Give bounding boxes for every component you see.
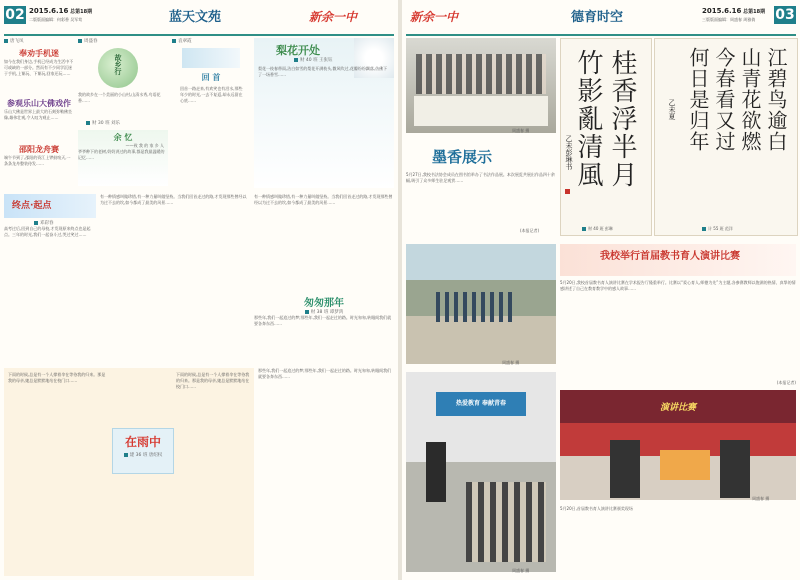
calligraphy-work-2 — [654, 38, 798, 236]
photo-speech — [406, 372, 556, 572]
poem-text: 我的故乡在一个美丽的小山村,山清水秀,鸟语花香…… — [78, 92, 161, 103]
ink-exhibit-title: 墨香展示 — [432, 148, 493, 166]
photo-calligraphy-students — [406, 38, 556, 133]
column-hometown — [78, 38, 168, 188]
poem-title: 回 首 — [201, 73, 221, 82]
feature-title: 在雨中 — [124, 435, 161, 449]
feature-text: 那些年,我们一起追过的梦;那些年,我们一起走过的路。时光匆匆,转眼间我们就要各奔东西…… — [254, 315, 392, 326]
issue-date: 2015.6.16 总第18期 — [702, 7, 766, 15]
calligraphy-line-3: 今春看又过 — [712, 47, 736, 152]
poem-byline: 财 30 班 刘乐 — [86, 120, 120, 126]
audience-silhouette — [466, 482, 546, 562]
section-title: 蓝天文苑 — [169, 10, 222, 25]
author-name: 唐飞凤 — [10, 39, 24, 44]
feature-text: 下雨的时候,总是有一个人撑着伞在等待我的归来。那是我的母亲,她总是默默地站在校门口…… — [8, 372, 106, 383]
calligraphy-line-2: 山青花欲燃 — [738, 47, 762, 152]
poem-subtitle: ——致 我 的 家 乡 人 — [125, 143, 164, 148]
photo-caption: 周盛春 摄 — [502, 360, 520, 365]
marker-icon — [172, 39, 176, 43]
newspaper-brand: 新余一中 — [309, 10, 358, 24]
banner-text: 热爱教育 奉献青春 — [455, 400, 507, 407]
page-3 — [402, 0, 800, 580]
speaker-silhouette — [426, 442, 446, 502]
essay-title-2: 参观乐山大佛戏作 — [7, 99, 71, 108]
crowd-silhouette — [436, 292, 516, 322]
poem-text-2: 爷爷种下的老树,奶奶讲过的故事,都是我最温暖的记忆…… — [78, 149, 165, 160]
poem-text: 回首一路走来,有欢笑也有泪水,那些年少的时光,一去不复返,却永远留在心底…… — [180, 86, 243, 103]
calligraphy-line-4: 何日是归年 — [686, 47, 710, 152]
marker-icon — [305, 310, 309, 314]
feature-header — [112, 428, 174, 474]
marker-icon — [78, 39, 82, 43]
feature-title: 终点·起点 — [12, 201, 52, 211]
page-2 — [0, 0, 398, 580]
ink-exhibit-note: (本报记者) — [520, 228, 540, 233]
essay-text-3: 端午节到了,邵阳的资江上锣鼓喧天,一条条龙舟整装待发…… — [4, 155, 71, 166]
newspaper-brand: 新余一中 — [410, 10, 459, 24]
marker-icon — [34, 221, 38, 225]
calligraphy-line-1: 江碧鸟逾白 — [764, 47, 788, 152]
article-text-3: 那些年,我们一起追过的梦;那些年,我们一起走过的路。时光匆匆,转眼间我们就要各奔东西…… — [258, 368, 392, 379]
calligraphy-signature: 乙未夏 — [668, 99, 676, 120]
marker-icon — [702, 227, 706, 231]
page-number: 02 — [5, 7, 25, 23]
calligraphy-line-2: 竹影亂清風 — [573, 49, 603, 189]
feature-byline: 邓彩春 — [34, 220, 96, 226]
author-name: 袁翠霞 — [178, 39, 192, 44]
event-banner — [436, 392, 526, 416]
poem-title-2: 余 忆 — [113, 133, 133, 142]
feature-byline: 财 38 班 谭梦鸿 — [254, 309, 394, 315]
poem-panel — [78, 130, 168, 186]
masthead-left — [4, 4, 394, 36]
feature-title: 匆匆那年 — [304, 298, 344, 309]
decorative-circle-icon — [98, 48, 138, 88]
marker-icon — [294, 58, 298, 62]
feature-header — [4, 194, 96, 218]
calligraphy-line-1: 桂香浮半月 — [607, 49, 637, 189]
feature-text: 高考过后,回到自己的母校,才发现原来终点也是起点。三年的时光,我们一起奋斗过,哭过笑过…… — [4, 226, 91, 237]
article-title: 我校举行首届教书育人演讲比赛 — [600, 251, 740, 262]
author-name: 周盛春 — [84, 39, 98, 44]
article-note: (本报记者) — [776, 380, 796, 385]
marker-icon — [86, 121, 90, 125]
flower-illustration — [182, 48, 240, 68]
feature-title: 梨花开处 — [276, 44, 320, 57]
essay-text-2: 乐山大佛是世界上最大的石刻弥勒佛坐像,雄伟壮观,令人叹为观止…… — [4, 109, 72, 120]
photo-caption: 周盛春 摄 — [752, 496, 770, 501]
award-banner-text: 演讲比赛 — [659, 403, 696, 413]
editor-line: 三版版面编辑：周盛春 周雅倩 — [702, 17, 756, 22]
feature-years — [254, 294, 394, 364]
poem-title: 故乡行 — [114, 54, 123, 75]
issue-date: 2015.6.16 总第18期 — [29, 7, 93, 15]
article-text: 有一种情感叫做珍惜,有一种力量叫做坚持。当我们回首走过的路,才发现那些曾经以为过不去的坎,如今都成了最美的风景…… — [100, 194, 247, 205]
marker-icon — [4, 39, 8, 43]
article-text-2: 有一种情感叫做珍惜,有一种力量叫做坚持。当我们回首走过的路,才发现那些曾经以为过不去的坎,如今都成了最美的风景…… — [254, 194, 393, 205]
photo-caption: 周盛春 摄 — [512, 568, 530, 573]
editor-line: 二版版面编辑：何彩香 吴军莺 — [29, 17, 83, 22]
photo-award — [560, 390, 796, 500]
photo-campus-event — [406, 244, 556, 364]
feature-byline: 财 40 班 王张钰 — [294, 57, 333, 63]
calligraphy-caption-2: 计 55 班 范洋 — [702, 226, 733, 232]
column-essays — [4, 38, 74, 188]
feature-byline: 建 36 班 唐绍权 — [113, 452, 173, 458]
photo-description: 5月20日,首届教书育人演讲比赛颁奖现场 — [560, 506, 633, 511]
calligraphy-sheets — [414, 96, 548, 126]
photo-caption: 周盛春 摄 — [512, 128, 530, 133]
calligraphy-signature: 乙未彭琳书 — [565, 135, 573, 170]
section-title: 德育时空 — [571, 10, 624, 25]
essay-text-1: 如今在我们身边,手机已经成为生活中不可或缺的一部分。然而有不少同学沉迷于手机,上课玩、下课玩,回家还玩…… — [4, 59, 74, 76]
essay-title-3: 邵阳龙舟赛 — [19, 145, 59, 154]
ink-exhibit-text: 5月27日,我校书法协会成员在图书馆举办了书法作品展。本次展览共展出作品四十余幅,吸引了众多师生驻足观赏…… — [406, 172, 555, 183]
feature-text: 梨花一枝春带雨,洁白如雪的梨花开满枝头,微风吹过,花瓣纷纷飘落,仿佛下了一场香雪…… — [258, 66, 388, 77]
calligraphy-work-1 — [560, 38, 652, 236]
masthead-right — [406, 4, 796, 36]
feature-text-2: 下雨的时候,总是有一个人撑着伞在等待我的归来。那是我的母亲,她总是默默地站在校门口…… — [176, 372, 250, 389]
essay-title-1: 奉劝手机迷 — [19, 49, 59, 58]
feature-pear-blossom — [254, 38, 394, 188]
article-speech-contest — [560, 244, 796, 386]
calligraphy-caption-1: 财 40 班 彭琳 — [582, 226, 613, 232]
person-silhouette — [610, 440, 640, 498]
feature-in-the-rain — [4, 368, 254, 576]
seal-icon — [565, 189, 570, 194]
article-header — [560, 244, 796, 276]
marker-icon — [124, 453, 128, 457]
marker-icon — [582, 227, 586, 231]
certificate — [660, 450, 710, 480]
students-silhouette — [416, 54, 546, 94]
column-lookback — [172, 38, 250, 188]
page-number: 03 — [775, 7, 795, 23]
person-silhouette — [720, 440, 750, 498]
article-text: 5月20日,我校首届教书育人演讲比赛在学术报告厅隆重举行。比赛以“爱心育人,师德为先”为主题,各参赛教师以饱满的热情、真挚的情感讲述了自己在教育教学中的感人故事…… — [560, 280, 796, 291]
feature-origin — [4, 194, 96, 364]
